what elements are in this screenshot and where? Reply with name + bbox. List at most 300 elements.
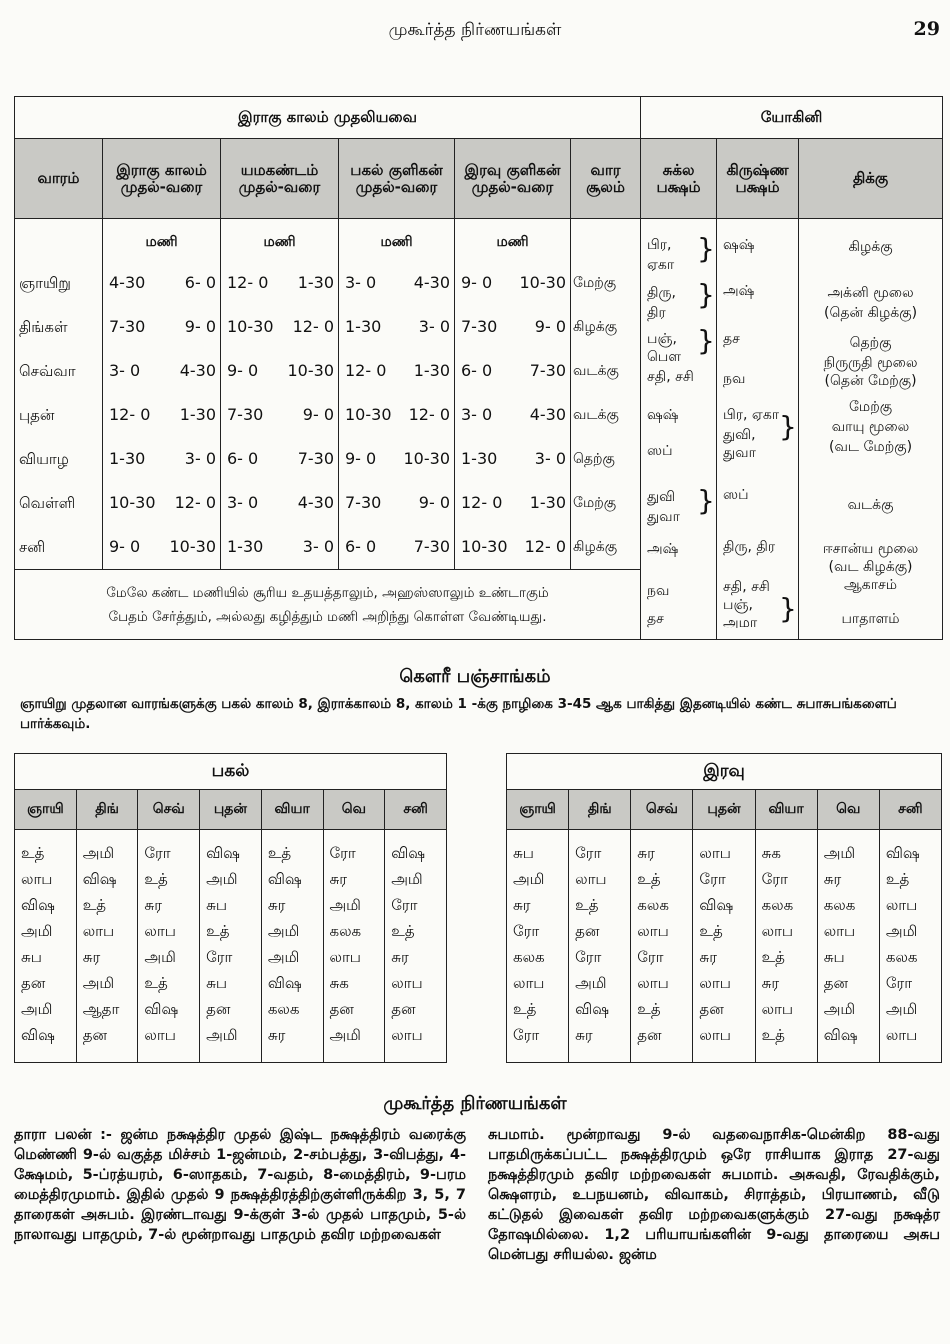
time-from: 10-30 xyxy=(109,493,156,512)
time-from: 9- 0 xyxy=(109,537,141,556)
time-to: 12- 0 xyxy=(524,537,566,556)
gowri-cell: லாப xyxy=(513,974,545,992)
gowri-cell: உத் xyxy=(885,870,910,888)
day-name: ஞாயிறு xyxy=(19,274,71,292)
brace-icon: } xyxy=(697,278,715,311)
gowri-cell: லாப xyxy=(699,974,731,992)
time-from: 7-30 xyxy=(227,405,264,424)
gowri-cell: ரோ xyxy=(637,948,664,966)
soolam-direction: வடக்கு xyxy=(573,363,619,379)
time-range xyxy=(455,349,570,393)
gowri-cell: கலக xyxy=(885,948,918,966)
gowri-cell: சுர xyxy=(267,896,286,914)
time-range xyxy=(339,261,454,305)
gowri-cell: லாப xyxy=(82,922,115,940)
gowri-cell: உத் xyxy=(267,844,292,862)
gowri-cell: சுர xyxy=(761,974,780,992)
gowri-cell: சுர xyxy=(823,870,842,888)
time-from: 12- 0 xyxy=(109,405,151,424)
yogini-item: அஷ் xyxy=(723,283,755,299)
yogini-item: ஈசான்ய மூலை xyxy=(822,541,919,557)
gowri-cell: அமி xyxy=(267,948,300,966)
running-title: முகூர்த்த நிர்ணயங்கள் xyxy=(388,20,562,40)
time-from: 10-30 xyxy=(345,405,392,424)
time-range xyxy=(339,437,454,481)
time-range xyxy=(455,481,570,525)
time-to: 9- 0 xyxy=(418,493,450,512)
time-to: 3- 0 xyxy=(184,449,216,468)
day-name: வியாழ xyxy=(19,450,69,468)
column-header-2: யமகண்டம் முதல்-வரை xyxy=(221,139,339,219)
gowri-cell: சுர xyxy=(391,948,409,966)
gowri-cell: சுப xyxy=(206,896,228,914)
yogini-item: திரு, திர xyxy=(723,539,776,555)
yogini-item: பஞ், xyxy=(723,597,753,613)
yogini-item: (வட கிழக்கு) xyxy=(828,559,913,575)
gowri-cell: ரோ xyxy=(699,870,726,888)
gowri-cell: அமி xyxy=(267,922,300,940)
time-range xyxy=(221,481,338,525)
gowri-cell: தன xyxy=(699,1000,724,1018)
gowri-cell: லாப xyxy=(144,922,176,940)
gowri-cell: அமி xyxy=(823,1000,856,1018)
gowri-cell: சுர xyxy=(699,948,717,966)
gowri-cell: கலக xyxy=(513,948,545,966)
time-from: 7-30 xyxy=(109,317,146,336)
gowri-cell: கலக xyxy=(267,1000,300,1018)
gowri-cell: லாப xyxy=(575,870,607,888)
gowri-cell: உத் xyxy=(575,896,599,914)
gowri-col-header: செவ் xyxy=(138,790,200,830)
gowri-column xyxy=(631,830,693,1063)
muhurta-title: முகூர்த்த நிர்ணயங்கள் xyxy=(383,1093,567,1114)
gowri-cell: விஷ xyxy=(144,1000,179,1018)
gowri-cell: உத் xyxy=(513,1000,537,1018)
gowri-cell: அமி xyxy=(21,922,53,940)
gowri-column xyxy=(323,830,385,1063)
day-name: வெள்ளி xyxy=(19,494,76,512)
gowri-cell: சுக xyxy=(761,844,781,862)
yogini-item: தச xyxy=(647,611,664,627)
soolam-direction: மேற்கு xyxy=(573,275,617,291)
gowri-cell: தன xyxy=(21,974,46,992)
time-note xyxy=(15,570,641,640)
soolam-column xyxy=(571,219,641,570)
gowri-col-header: புதன் xyxy=(200,790,262,830)
time-from: 10-30 xyxy=(227,317,274,336)
gowri-cell: லாப xyxy=(885,1026,918,1044)
gowri-column xyxy=(693,830,755,1063)
gowri-cell: அமி xyxy=(329,1026,361,1044)
day-table-title: பகல் xyxy=(15,754,447,790)
gowri-cell: லாப xyxy=(885,896,918,914)
time-to: 12- 0 xyxy=(292,317,334,336)
time-range xyxy=(103,261,220,305)
gowri-cell: ரோ xyxy=(513,1026,540,1044)
time-range xyxy=(221,437,338,481)
time-from: 7-30 xyxy=(345,493,382,512)
soolam-direction: தெற்கு xyxy=(573,451,615,467)
brace-icon: } xyxy=(779,410,797,443)
gowri-cell: உத் xyxy=(144,870,168,888)
gowri-col-header: ஞாயி xyxy=(15,790,77,830)
gowri-cell: லாப xyxy=(144,1026,176,1044)
gowri-cell: விஷ xyxy=(21,1026,55,1044)
time-from: 1-30 xyxy=(461,449,498,468)
yogini-item: துவி, xyxy=(723,427,756,443)
day-column xyxy=(15,219,103,570)
time-range xyxy=(221,261,338,305)
gowri-cell: சுக xyxy=(329,974,349,992)
gowri-cell: உத் xyxy=(144,974,168,992)
gowri-column xyxy=(755,830,817,1063)
gowri-column xyxy=(507,830,569,1063)
yogini-item: மேற்கு xyxy=(848,399,893,415)
time-range xyxy=(455,525,570,569)
brace-icon: } xyxy=(697,232,715,265)
gowri-cell: சுர xyxy=(329,870,348,888)
column-header-7: கிருஷ்ண பக்ஷம் xyxy=(717,139,799,219)
time-to: 4-30 xyxy=(529,405,566,424)
unit-label: மணி xyxy=(380,234,413,250)
time-range xyxy=(455,261,570,305)
yogini-item: ஆகாசம் xyxy=(844,577,898,593)
gowri-cell: லாப xyxy=(637,922,669,940)
gowri-cell: தன xyxy=(206,1000,231,1018)
time-from: 9- 0 xyxy=(227,361,259,380)
gowri-column xyxy=(817,830,879,1063)
unit-label: மணி xyxy=(496,234,529,250)
yogini-item: வடக்கு xyxy=(847,497,894,513)
gowri-cell: அமி xyxy=(391,870,423,888)
gowri-cell: ரோ xyxy=(329,844,356,862)
gowri-col-header: திங் xyxy=(76,790,138,830)
gowri-cell: விஷ xyxy=(267,974,302,992)
time-from: 4-30 xyxy=(109,273,146,292)
unit-label: மணி xyxy=(145,234,178,250)
gowri-cell: விஷ xyxy=(82,870,117,888)
time-range xyxy=(103,305,220,349)
yogini-item: சதி, சசி xyxy=(647,369,694,385)
time-to: 7-30 xyxy=(297,449,334,468)
gowri-cell: விஷ xyxy=(699,896,734,914)
yogini-item: துவி xyxy=(647,489,676,505)
gowri-cell: சுர xyxy=(513,896,531,914)
gowri-night-table xyxy=(506,753,942,1063)
time-to: 10-30 xyxy=(519,273,566,292)
yogini-item: ஷஷ் xyxy=(647,407,679,423)
gowri-cell: தன xyxy=(82,1026,108,1044)
gowri-cell: லாப xyxy=(761,922,794,940)
time-to: 1-30 xyxy=(529,493,566,512)
time-to: 1-30 xyxy=(179,405,216,424)
yogini-item: துவா xyxy=(647,509,680,525)
muhurta-right-paragraph: சுபமாம். மூன்றாவது 9-ல் வதவைநாசிக-மென்கிற 88-வது பாதமிருக்கப்பட்ட நக்ஷத்திரமும் ஒரே ராசியாக இராத 27-வது நக்ஷத்திரமும் தவிர மற்றவைகள் சுபமாம். அசுவதி, ரேவதிக்கும், க்ஷௌரம், உபநயனம், விவாகம், சிராத்தம், பிரயாணம், வீடு கட்டுதல் இவைகள் தவிர மற்றவைகளுக்கும் 27-வது நக்ஷத்ர தோஷமில்லை. 1,2 பரியாயங்களின் 9-வது தாரையை அசுப மென்பது சரியல்ல. ஜன்ம xyxy=(488,1127,940,1263)
gowri-intro: ஞாயிறு முதலான வாரங்களுக்கு பகல் காலம் 8, இராக்காலம் 8, காலம் 1 -க்கு நாழிகை 3-45 ஆக பாகித்து இதனடியில் கண்ட சுபாசுபங்களைப் பார்க்கவும். xyxy=(20,696,897,732)
gowri-cell: சுர xyxy=(637,844,655,862)
yogini-item: பாதாளம் xyxy=(841,611,900,627)
gowri-cell: உத் xyxy=(21,844,45,862)
yogini-item: அமா xyxy=(723,615,758,631)
section-title-rahu: இராகு காலம் முதலியவை xyxy=(15,97,641,139)
time-to: 4-30 xyxy=(413,273,450,292)
soolam-direction: வடக்கு xyxy=(573,407,619,423)
time-range xyxy=(221,349,338,393)
section-title-yogini: யோகினி xyxy=(641,97,943,139)
column-header-8: திக்கு xyxy=(799,139,943,219)
gowri-cell: அமி xyxy=(329,896,361,914)
gowri-cell: ரோ xyxy=(885,974,913,992)
time-to: 7-30 xyxy=(529,361,566,380)
gowri-cell: அமி xyxy=(21,1000,53,1018)
gowri-column xyxy=(15,830,77,1063)
gowri-cell: ரோ xyxy=(761,870,788,888)
time-range xyxy=(221,305,338,349)
gowri-cell: சுப xyxy=(21,948,42,966)
gowri-cell: அமி xyxy=(823,844,856,862)
column-header-5: வார சூலம் xyxy=(571,139,641,219)
gowri-cell: ரோ xyxy=(206,948,233,966)
gowri-cell: அமி xyxy=(575,974,607,992)
gowri-column xyxy=(261,830,323,1063)
column-header-6: சுக்ல பக்ஷம் xyxy=(641,139,717,219)
gowri-cell: சுப xyxy=(513,844,534,862)
gowri-cell: லாப xyxy=(637,974,669,992)
gowri-cell: லாப xyxy=(823,922,856,940)
gowri-cell: கலக xyxy=(637,896,669,914)
page-header xyxy=(0,18,950,48)
pagal-kuligan-column xyxy=(339,219,455,570)
time-from: 3- 0 xyxy=(109,361,141,380)
gowri-cell: உத் xyxy=(391,922,415,940)
brace-icon: } xyxy=(779,592,797,625)
day-name: செவ்வா xyxy=(19,362,76,380)
gowri-cell: லாப xyxy=(329,948,361,966)
time-range xyxy=(455,437,570,481)
gowri-cell: உத் xyxy=(637,870,661,888)
gowri-title: கௌரீ பஞ்சாங்கம் xyxy=(399,666,551,687)
gowri-column xyxy=(385,830,447,1063)
yogini-item: நிருருதி மூலை xyxy=(823,355,918,371)
brace-icon: } xyxy=(697,324,715,357)
muhurta-left-paragraph: தாரா பலன் :- ஜன்ம நக்ஷத்திர முதல் இஷ்ட நக்ஷத்திரம் வரைக்கு மெண்ணி 9-ல் வகுத்த மிச்சம் 1-ஜன்மம், 2-சம்பத்து, 3-விபத்து, 4-க்ஷேமம், 5-ப்ரத்யரம், 6-ஸாதகம், 7-வதம், 8-மைத்திரம், 9-பரம மைத்திரமுமாம். இதில் முதல் 9 நக்ஷத்திரத்திற்குள்ளிருக்கிற 3, 5, 7 தாரைகள் அசுபம். இரண்டாவது 9-க்குள் 3-ல் முதல் பாதமும், 5-ல் நாலாவது பாதமும், 7-ல் மூன்றாவது பாதமும் தவிர மற்றவைகள் xyxy=(14,1127,466,1243)
gowri-cell: அமி xyxy=(206,870,238,888)
gowri-cell: சுர xyxy=(82,948,101,966)
time-to: 1-30 xyxy=(297,273,334,292)
time-range xyxy=(339,305,454,349)
gowri-cell: லாப xyxy=(21,870,53,888)
gowri-cell: உத் xyxy=(761,948,785,966)
column-header-4: இரவு குளிகன் முதல்-வரை xyxy=(455,139,571,219)
yogini-item: பௌ xyxy=(647,349,681,365)
time-to: 3- 0 xyxy=(418,317,450,336)
gowri-cell: ரோ xyxy=(391,896,418,914)
yogini-item: தெற்கு xyxy=(849,335,892,351)
gowri-cell: உத் xyxy=(761,1026,785,1044)
yogini-item: துவா xyxy=(723,445,756,461)
gowri-cell: விஷ xyxy=(823,1026,858,1044)
gowri-cell: லாப xyxy=(699,1026,731,1044)
time-from: 9- 0 xyxy=(461,273,493,292)
time-to: 7-30 xyxy=(413,537,450,556)
gowri-col-header: திங் xyxy=(569,790,631,830)
time-to: 9- 0 xyxy=(302,405,334,424)
gowri-column xyxy=(879,830,941,1063)
gowri-col-header: சனி xyxy=(879,790,941,830)
time-range xyxy=(103,481,220,525)
yogini-item: வாயு மூலை xyxy=(831,419,910,435)
yogini-item: அக்னி மூலை xyxy=(827,285,914,301)
yogini-item: ஷஷ் xyxy=(723,237,755,253)
yogini-item: ஸப் xyxy=(723,487,749,503)
gowri-cell: அமி xyxy=(206,1026,238,1044)
gowri-column xyxy=(76,830,138,1063)
yogini-item: பிர, ஏகா xyxy=(723,407,780,423)
time-from: 6- 0 xyxy=(461,361,493,380)
soolam-direction: கிழக்கு xyxy=(573,539,618,555)
time-from: 3- 0 xyxy=(345,273,377,292)
day-name: புதன் xyxy=(19,406,55,424)
gowri-cell: சுர xyxy=(267,1026,286,1044)
time-to: 9- 0 xyxy=(184,317,216,336)
day-name: சனி xyxy=(19,538,46,556)
gowri-col-header: ஞாயி xyxy=(507,790,569,830)
column-header-3: பகல் குளிகன் முதல்-வரை xyxy=(339,139,455,219)
day-name: திங்கள் xyxy=(19,318,68,336)
gowri-col-header: செவ் xyxy=(631,790,693,830)
time-from: 1-30 xyxy=(227,537,264,556)
time-to: 12- 0 xyxy=(174,493,216,512)
gowri-cell: விஷ xyxy=(575,1000,609,1018)
gowri-cell: விஷ xyxy=(391,844,426,862)
gowri-cell: சுப xyxy=(823,948,845,966)
time-range xyxy=(103,525,220,569)
gowri-col-header: சனி xyxy=(385,790,447,830)
gowri-cell: விஷ xyxy=(885,844,920,862)
gowri-cell: கலக xyxy=(823,896,856,914)
time-from: 12- 0 xyxy=(461,493,503,512)
time-range xyxy=(339,349,454,393)
gowri-cell: தன xyxy=(575,922,600,940)
time-range xyxy=(455,393,570,437)
page-number: 29 xyxy=(913,18,940,40)
yogini-item: திரு, xyxy=(647,285,676,301)
gowri-cell: லாப xyxy=(391,974,423,992)
unit-label: மணி xyxy=(263,234,296,250)
time-to: 10-30 xyxy=(403,449,450,468)
gowri-col-header: புதன் xyxy=(693,790,755,830)
rahu-column xyxy=(103,219,221,570)
gowri-cell: ரோ xyxy=(575,948,602,966)
gowri-cell: அமி xyxy=(144,948,176,966)
time-range xyxy=(339,393,454,437)
gowri-column xyxy=(569,830,631,1063)
gowri-cell: ரோ xyxy=(575,844,602,862)
soolam-direction: மேற்கு xyxy=(573,495,617,511)
time-range xyxy=(103,437,220,481)
time-to: 6- 0 xyxy=(184,273,216,292)
gowri-cell: கலக xyxy=(329,922,362,940)
note-line-2: பேதம் சேர்த்தும், அல்லது கழித்தும் மணி அறிந்து கொள்ள வேண்டியது. xyxy=(108,608,547,625)
time-to: 9- 0 xyxy=(534,317,566,336)
gowri-cell: அமி xyxy=(885,1000,918,1018)
time-range xyxy=(339,525,454,569)
gowri-cell: லாப xyxy=(761,1000,794,1018)
yogini-item: ஸப் xyxy=(647,443,673,459)
time-from: 3- 0 xyxy=(227,493,259,512)
column-header-1: இராகு காலம் முதல்-வரை xyxy=(103,139,221,219)
time-from: 1-30 xyxy=(109,449,146,468)
time-from: 12- 0 xyxy=(227,273,269,292)
time-to: 12- 0 xyxy=(408,405,450,424)
time-to: 1-30 xyxy=(413,361,450,380)
gowri-cell: உத் xyxy=(206,922,230,940)
time-from: 9- 0 xyxy=(345,449,377,468)
gowri-cell: அமி xyxy=(82,844,115,862)
time-to: 4-30 xyxy=(179,361,216,380)
gowri-cell: அமி xyxy=(82,974,115,992)
time-to: 10-30 xyxy=(169,537,216,556)
time-from: 6- 0 xyxy=(345,537,377,556)
time-to: 3- 0 xyxy=(534,449,566,468)
gowri-cell: உத் xyxy=(699,922,723,940)
krishna-paksha-column xyxy=(717,219,799,640)
gowri-cell: தன xyxy=(823,974,849,992)
yogini-item: பஞ், xyxy=(647,331,677,347)
time-from: 1-30 xyxy=(345,317,382,336)
yogini-item: அஷ் xyxy=(647,541,679,557)
time-to: 4-30 xyxy=(297,493,334,512)
soolam-direction: கிழக்கு xyxy=(573,319,618,335)
yogini-item: தச xyxy=(723,331,740,347)
time-from: 6- 0 xyxy=(227,449,259,468)
column-header-0: வாரம் xyxy=(15,139,103,219)
time-range xyxy=(221,393,338,437)
gowri-cell: உத் xyxy=(637,1000,661,1018)
gowri-column xyxy=(200,830,262,1063)
gowri-cell: சுப xyxy=(206,974,228,992)
time-range xyxy=(221,525,338,569)
gowri-cell: சுர xyxy=(575,1026,593,1044)
gowri-cell: விஷ xyxy=(267,870,302,888)
dik-column xyxy=(799,219,943,640)
sukla-paksha-column xyxy=(641,219,717,640)
yogini-item: (தென் மேற்கு) xyxy=(824,373,917,389)
gowri-cell: லாப xyxy=(699,844,731,862)
gowri-day-table xyxy=(14,753,447,1063)
gowri-cell: தன xyxy=(637,1026,662,1044)
time-range xyxy=(103,349,220,393)
gowri-col-header: வெ xyxy=(323,790,385,830)
gowri-cell: ரோ xyxy=(144,844,171,862)
yogini-item: நவ xyxy=(723,371,746,387)
time-from: 3- 0 xyxy=(461,405,493,424)
yogini-item: கிழக்கு xyxy=(848,239,893,255)
time-to: 10-30 xyxy=(287,361,334,380)
gowri-cell: ஆதா xyxy=(82,1000,120,1018)
gowri-cell: அமி xyxy=(885,922,918,940)
yogini-item: (தென் கிழக்கு) xyxy=(824,305,918,321)
time-range xyxy=(455,305,570,349)
gowri-cell: விஷ xyxy=(21,896,55,914)
unit-spacer xyxy=(571,223,640,261)
brace-icon: } xyxy=(697,484,715,517)
yogini-item: சதி, சசி xyxy=(723,579,770,595)
yogini-item: ஏகா xyxy=(647,257,675,273)
gowri-cell: சுர xyxy=(144,896,162,914)
gowri-cell: ரோ xyxy=(513,922,540,940)
note-line-1: மேலே கண்ட மணியில் சூரிய உதயத்தாலும், அஹஸ்ஸாலும் உண்டாகும் xyxy=(106,584,549,601)
